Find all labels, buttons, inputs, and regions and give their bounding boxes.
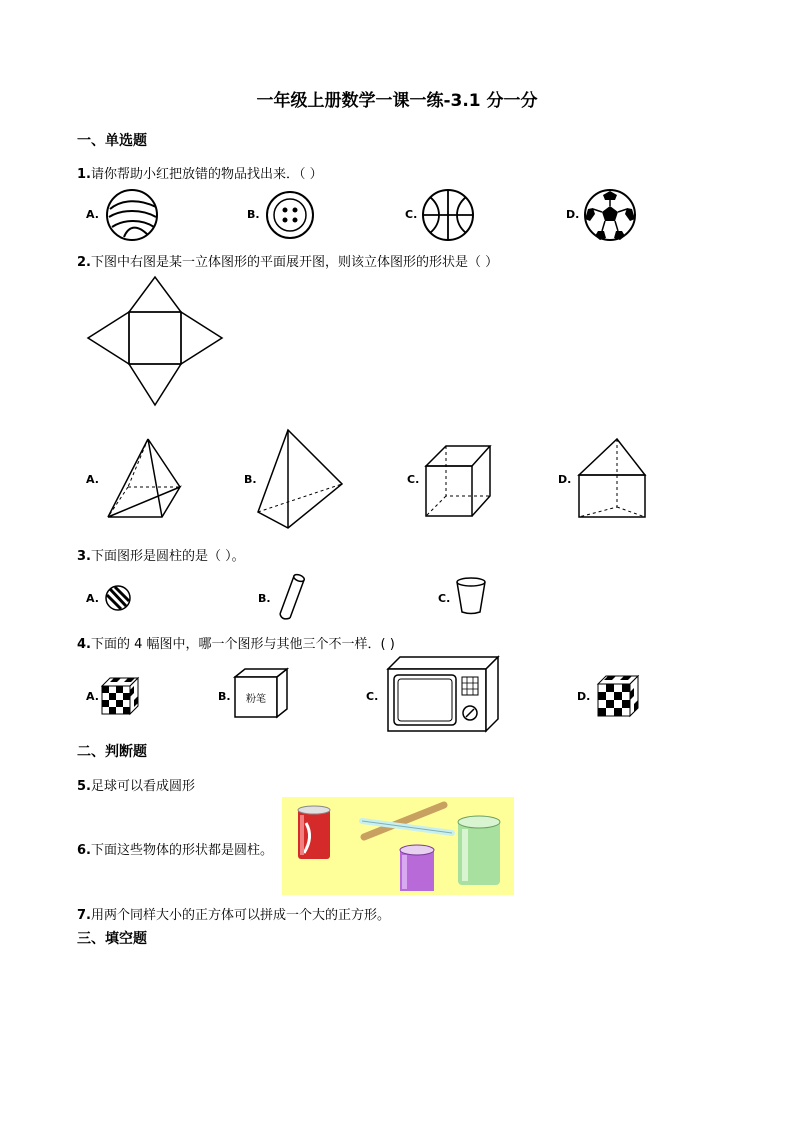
square-pyramid-icon[interactable] — [104, 437, 184, 521]
striped-ball-icon[interactable] — [104, 584, 132, 612]
q1-option-b-label[interactable]: B. — [247, 208, 260, 221]
question-text: 请你帮助小红把放错的物品找出来．（ ） — [90, 167, 323, 182]
q4-option-d-label[interactable]: D. — [577, 690, 591, 703]
microwave-icon[interactable] — [386, 655, 500, 733]
question-number: 1. — [77, 167, 91, 182]
q3-option-b-label[interactable]: B. — [258, 592, 271, 605]
objects-picture — [282, 797, 514, 895]
q4-option-c-label[interactable]: C. — [366, 690, 379, 703]
question-text: 下图中右图是某一立体图形的平面展开图，则该立体图形的形状是（ ） — [90, 255, 499, 270]
q1-option-a-label[interactable]: A. — [86, 208, 99, 221]
cup-icon[interactable] — [454, 576, 488, 616]
question-text: 下面这些物体的形状都是圆柱。 — [90, 843, 273, 858]
cube-icon[interactable] — [424, 444, 492, 518]
button-icon[interactable] — [264, 189, 316, 241]
question-5 — [77, 775, 195, 794]
question-number: 3. — [77, 549, 91, 564]
cylinder-icon[interactable] — [276, 572, 308, 624]
volleyball-icon[interactable] — [104, 187, 160, 243]
question-text: 足球可以看成圆形 — [90, 779, 195, 794]
pyramid-net-diagram — [86, 275, 224, 407]
checkered-cube-icon[interactable] — [596, 674, 640, 718]
q3-option-c-label[interactable]: C. — [438, 592, 451, 605]
q2-option-b-label[interactable]: B. — [244, 473, 257, 486]
triangular-prism-icon[interactable] — [577, 437, 647, 519]
question-number: 6. — [77, 843, 91, 858]
question-number: 7. — [77, 908, 91, 923]
checkered-cube-icon[interactable] — [100, 676, 140, 716]
question-text: 下面图形是圆柱的是（ ）。 — [90, 549, 245, 564]
q2-option-d-label[interactable]: D. — [558, 473, 572, 486]
basketball-icon[interactable] — [420, 187, 476, 243]
q2-option-a-label[interactable]: A. — [86, 473, 99, 486]
q2-option-c-label[interactable]: C. — [407, 473, 420, 486]
section-heading-2: 二、判断题 — [77, 744, 147, 760]
q3-option-a-label[interactable]: A. — [86, 592, 99, 605]
section-heading-3: 三、填空题 — [77, 931, 147, 947]
question-2 — [77, 251, 498, 270]
question-3 — [77, 545, 245, 564]
page-title: 一年级上册数学一课一练-3.1 分一分 — [256, 91, 538, 111]
question-1 — [77, 163, 323, 182]
question-text: 下面的 4 幅图中，哪一个图形与其他三个不一样．( ) — [90, 637, 395, 652]
q4-option-b-label[interactable]: B. — [218, 690, 231, 703]
question-6 — [77, 839, 273, 858]
chalk-box-text: 粉笔 — [246, 694, 266, 705]
tetrahedron-icon[interactable] — [256, 428, 346, 532]
question-number: 4. — [77, 637, 91, 652]
question-number: 2. — [77, 255, 91, 270]
question-4 — [77, 633, 395, 652]
question-7 — [77, 904, 390, 923]
q1-option-d-label[interactable]: D. — [566, 208, 580, 221]
q1-option-c-label[interactable]: C. — [405, 208, 418, 221]
q4-option-a-label[interactable]: A. — [86, 690, 99, 703]
soccer-ball-icon[interactable] — [582, 187, 638, 243]
question-number: 5. — [77, 779, 91, 794]
section-heading-1: 一、单选题 — [77, 133, 147, 149]
question-text: 用两个同样大小的正方体可以拼成一个大的正方形。 — [90, 908, 390, 923]
